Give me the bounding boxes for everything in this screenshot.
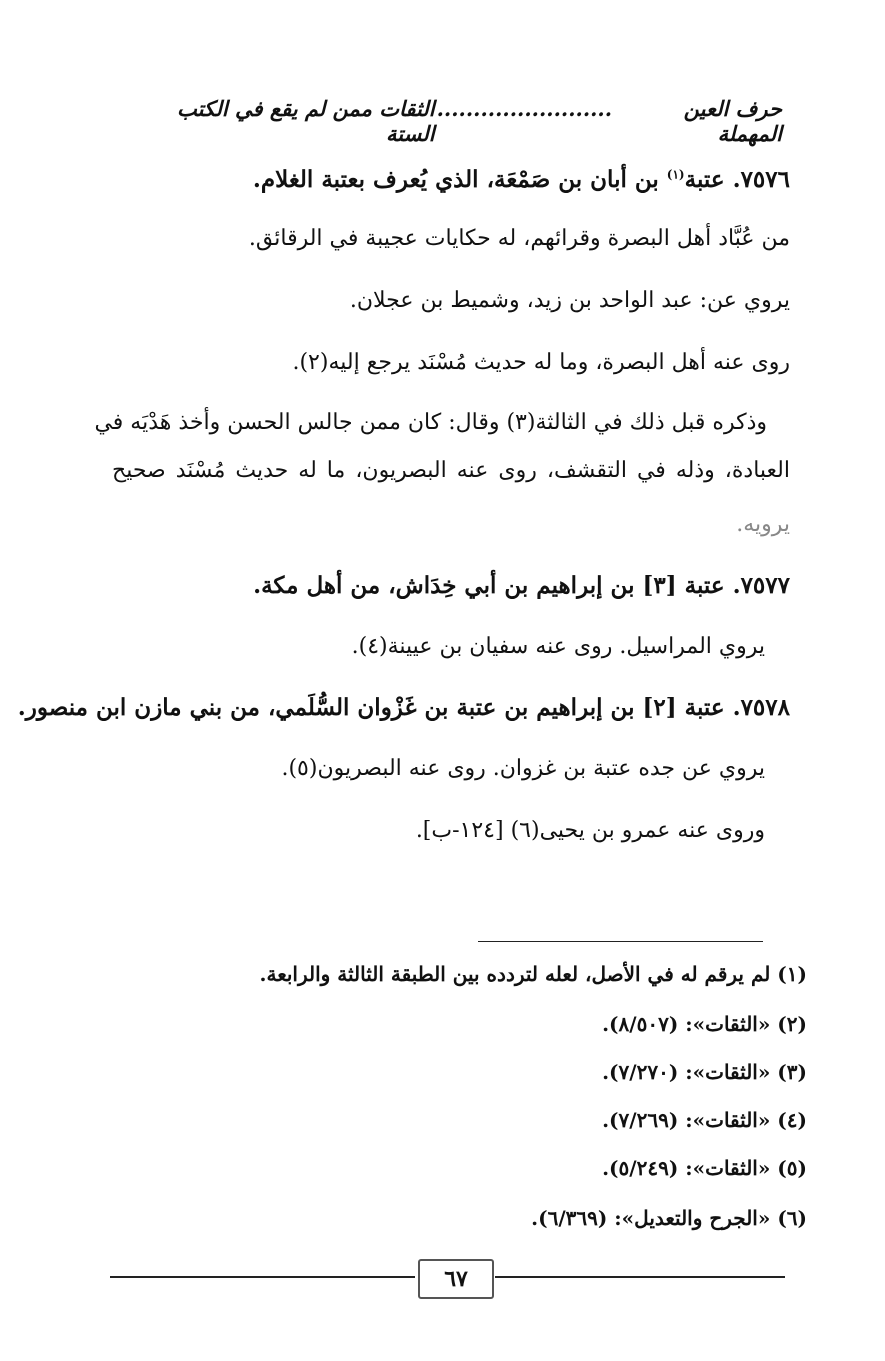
entry-line: من عُبَّاد أهل البصرة وقرائهم، له حكايات عجيبة في الرقائق. [248, 226, 790, 251]
header-dots: ........................ [436, 96, 613, 121]
entry-line: يرويه. [736, 512, 790, 537]
entry-line: يروي عن: عبد الواحد بن زيد، وشميط بن عجلان. [349, 288, 790, 313]
entry-7576-heading [100, 166, 790, 193]
footer-rule-left [110, 1276, 415, 1278]
entry-name: عتبة [684, 166, 725, 193]
entry-line: روى عنه أهل البصرة، وما له حديث مُسْنَد يرجع إليه(٢). [292, 350, 790, 375]
entry-title: عتبة [٣] بن إبراهيم بن أبي خِدَاش، من أهل مكة. [253, 572, 725, 599]
footnote: (١) لم يرقم له في الأصل، لعله لتردده بين الطبقة الثالثة والرابعة. [259, 962, 807, 986]
footnote-separator [478, 941, 763, 942]
entry-number: ٧٥٧٨. [732, 694, 790, 721]
footnote: (٢) «الثقات»: (٨/٥٠٧). [602, 1012, 807, 1036]
entry-7578-heading [17, 694, 790, 721]
footnote-ref: (١) [666, 167, 685, 182]
entry-line: العبادة، وذله في التقشف، روى عنه البصريون، ما له حديث مُسْنَد صحيح [112, 458, 790, 483]
page-number: ٦٧ [418, 1259, 494, 1299]
entry-number: ٧٥٧٦. [732, 166, 790, 193]
entry-number: ٧٥٧٧. [732, 572, 790, 599]
footnote: (٥) «الثقات»: (٥/٢٤٩). [602, 1156, 807, 1180]
entry-line: يروي المراسيل. روى عنه سفيان بن عيينة(٤). [351, 634, 765, 659]
entry-7577-heading [100, 572, 790, 599]
entry-line: يروي عن جده عتبة بن غزوان. روى عنه البصريون(٥). [281, 756, 765, 781]
entry-title: عتبة [٢] بن إبراهيم بن عتبة بن غَزْوان السُّلَمي، من بني مازن ابن منصور. [17, 694, 725, 721]
footer-rule-right [495, 1276, 785, 1278]
entry-line: وذكره قبل ذلك في الثالثة(٣) وقال: كان ممن جالس الحسن وأخذ هَدْيَه في [94, 410, 767, 435]
header-chapter: حرف العين المهملة [683, 96, 782, 146]
footnote: (٣) «الثقات»: (٧/٢٧٠). [602, 1060, 807, 1084]
running-header [125, 96, 782, 146]
footnote: (٤) «الثقات»: (٧/٢٦٩). [602, 1108, 807, 1132]
entry-line: وروى عنه عمرو بن يحيى(٦) [١٢٤-ب]. [415, 818, 765, 843]
entry-title-rest: بن أبان بن صَمْعَة، الذي يُعرف بعتبة الغلام. [252, 166, 667, 193]
footnote: (٦) «الجرح والتعديل»: (٦/٣٦٩). [531, 1206, 807, 1230]
header-book-title: الثقات ممن لم يقع في الكتب الستة [176, 96, 435, 146]
